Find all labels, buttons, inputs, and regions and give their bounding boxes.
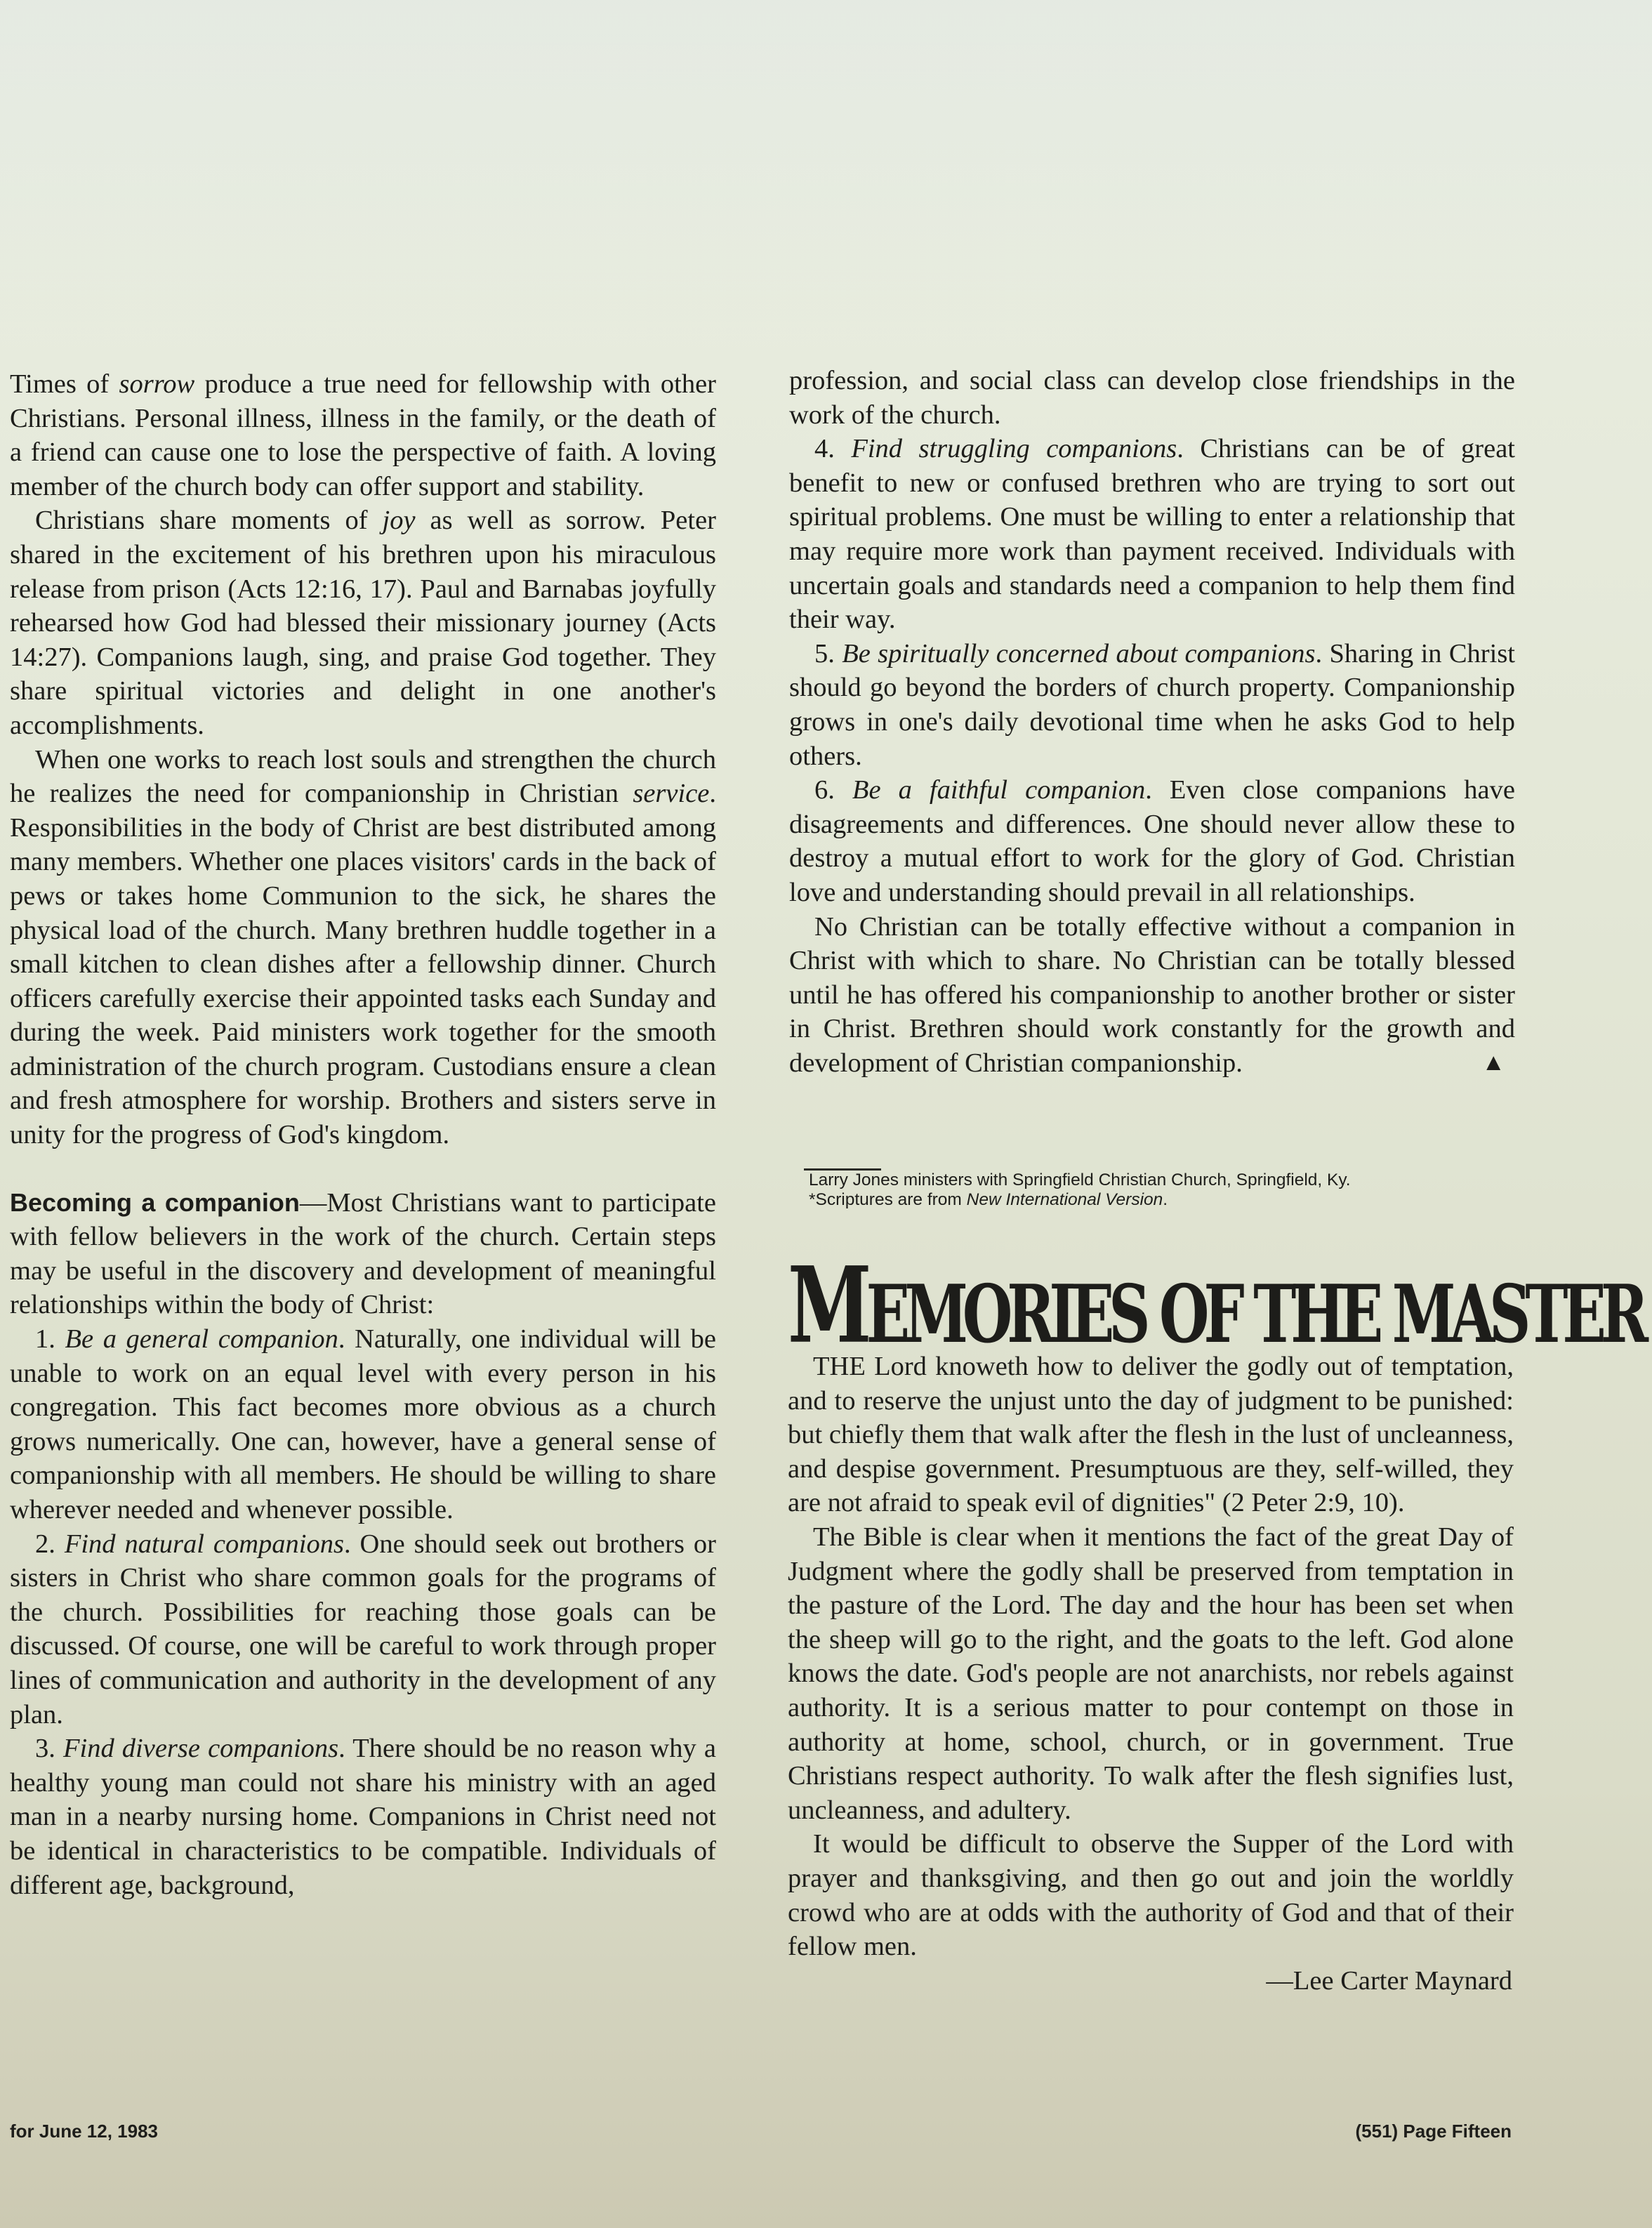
footer-issue-date: for June 12, 1983 bbox=[10, 2121, 158, 2142]
memories-signature: —Lee Carter Maynard bbox=[1266, 1965, 1512, 1996]
list-item-general-companion: 1. Be a general companion. Naturally, one individual will be unable to work on an equal level with every person in his congregation. This fact becomes more obvious as a church grows numerically. One can, however, have a general sense of companionship with all members. He should be willing to share wherever needed and whenever possible. bbox=[10, 1324, 716, 1524]
author-credit bbox=[809, 1171, 1511, 1210]
memories-paragraph-supper: It would be difficult to observe the Supper of the Lord with prayer and thanksgiving, and then go out and join the worldly crowd who are at odds with the authority of God and that of their fellow men. bbox=[788, 1829, 1514, 1962]
paragraph-continuation: profession, and social class can develop close friendships in the work of the church. bbox=[789, 366, 1515, 430]
paragraph-sorrow: Times of sorrow produce a true need for fellowship with other Christians. Personal illness, illness in the family, or the death of a friend can cause one to lose the perspective of faith. A loving member of the church body can offer support and stability. bbox=[10, 369, 716, 501]
right-article-column bbox=[789, 364, 1515, 1080]
left-article-column bbox=[10, 367, 716, 1902]
memories-title: MEMORIES OF THE MASTER bbox=[788, 1244, 1644, 1367]
paragraph-joy: Christians share moments of joy as well as sorrow. Peter shared in the excitement of his brethren upon his miraculous release from prison (Acts 12:16, 17). Paul and Barnabas joyfully rehearsed how God had blessed their missionary journey (Acts 14:27). Companions laugh, sing, and praise God together. They share spiritual victories and delight in one another's accomplishments. bbox=[10, 506, 716, 740]
paragraph-service: When one works to reach lost souls and strengthen the church he realizes the need for companionship in Christian service. Responsibilities in the body of Christ are best distributed among many members. Whether one places visitors' cards in the back of pews or takes home Communion to the sick, he shares the physical load of the church. Many brethren huddle together in a small kitchen to clean dishes after a fellowship dinner. Church officers carefully exercise their appointed tasks each Sunday and during the week. Paid ministers work together for the smooth administration of the church program. Custodians ensure a clean and fresh atmosphere for worship. Brothers and sisters serve in unity for the progress of God's kingdom. bbox=[10, 744, 716, 1150]
section-gap bbox=[10, 1152, 716, 1186]
memories-paragraph-judgment: The Bible is clear when it mentions the fact of the great Day of Judgment where the godly shall be preserved from temptation in the pasture of the Lord. The day and the hour has been set when the sheep will go to the right, and the goats to the left. God alone knows the date. God's people are not anarchists, nor rebels against authority. It is a serious matter to pour contempt on those in authority at home, school, church, or in government. True Christians respect authority. To walk after the flesh signifies lust, uncleanness, and adultery. bbox=[788, 1522, 1514, 1825]
list-item-struggling-companions: 4. Find struggling companions. Christians can be of great benefit to new or confused brethren who are trying to sort out spiritual problems. One must be willing to enter a relationship that may require more work than payment received. Individuals with uncertain goals and standards need a companion to help them find their way. bbox=[789, 434, 1516, 635]
run-in-heading: Becoming a companion bbox=[10, 1187, 300, 1217]
memories-scripture-quote: THE Lord knoweth how to deliver the godly out of temptation, and to reserve the unjust unto the day of judgment to be punished: but chiefly them that walk after the flesh in the lust of uncleanness, and despise government. Presumptuous are they, self-willed, they are not afraid to speak evil of dignities" (2 Peter 2:9, 10). bbox=[788, 1352, 1514, 1518]
scripture-note: *Scriptures are from New International Version. bbox=[809, 1190, 1168, 1209]
paragraph-becoming-companion: Becoming a companion—Most Christians want to participate with fellow believers in the work of the church. Certain steps may be useful in the discovery and development of meaningful relationships within the body of Christ: bbox=[10, 1187, 716, 1320]
end-of-article-triangle-icon: ▲ bbox=[1481, 1049, 1505, 1076]
list-item-spiritually-concerned: 5. Be spiritually concerned about companions. Sharing in Christ should go beyond the borders of church property. Companionship grows in one's daily devotional time when he asks God to help others. bbox=[789, 638, 1516, 771]
list-item-natural-companions: 2. Find natural companions. One should seek out brothers or sisters in Christ who share common goals for the programs of the church. Possibilities for reaching those goals can be discussed. Of course, one will be careful to work through proper lines of communication and authority in the development of any plan. bbox=[10, 1529, 716, 1729]
footer-page-number: (551) Page Fifteen bbox=[1355, 2121, 1512, 2142]
author-credit-line: Larry Jones ministers with Springfield Christian Church, Springfield, Ky. bbox=[809, 1171, 1351, 1189]
list-item-diverse-companions: 3. Find diverse companions. There should be no reason why a healthy young man could not share his ministry with an aged man in a nearby nursing home. Companions in Christ need not be identical in characteristics to be compatible. Individuals of different age, background, bbox=[10, 1734, 716, 1900]
list-item-faithful-companion: 6. Be a faithful companion. Even close companions have disagreements and differences. One should never allow these to destroy a mutual effort to work for the glory of God. Christian love and understanding should prevail in all relationships. bbox=[789, 775, 1515, 907]
paragraph-conclusion: No Christian can be totally effective without a companion in Christ with which to share. No Christian can be totally blessed until he has offered his companionship to another brother or sister in Christ. Brethren should work constantly for the growth and development of Christian companionship. ▲ bbox=[789, 910, 1515, 1081]
memories-column bbox=[788, 1350, 1514, 1998]
